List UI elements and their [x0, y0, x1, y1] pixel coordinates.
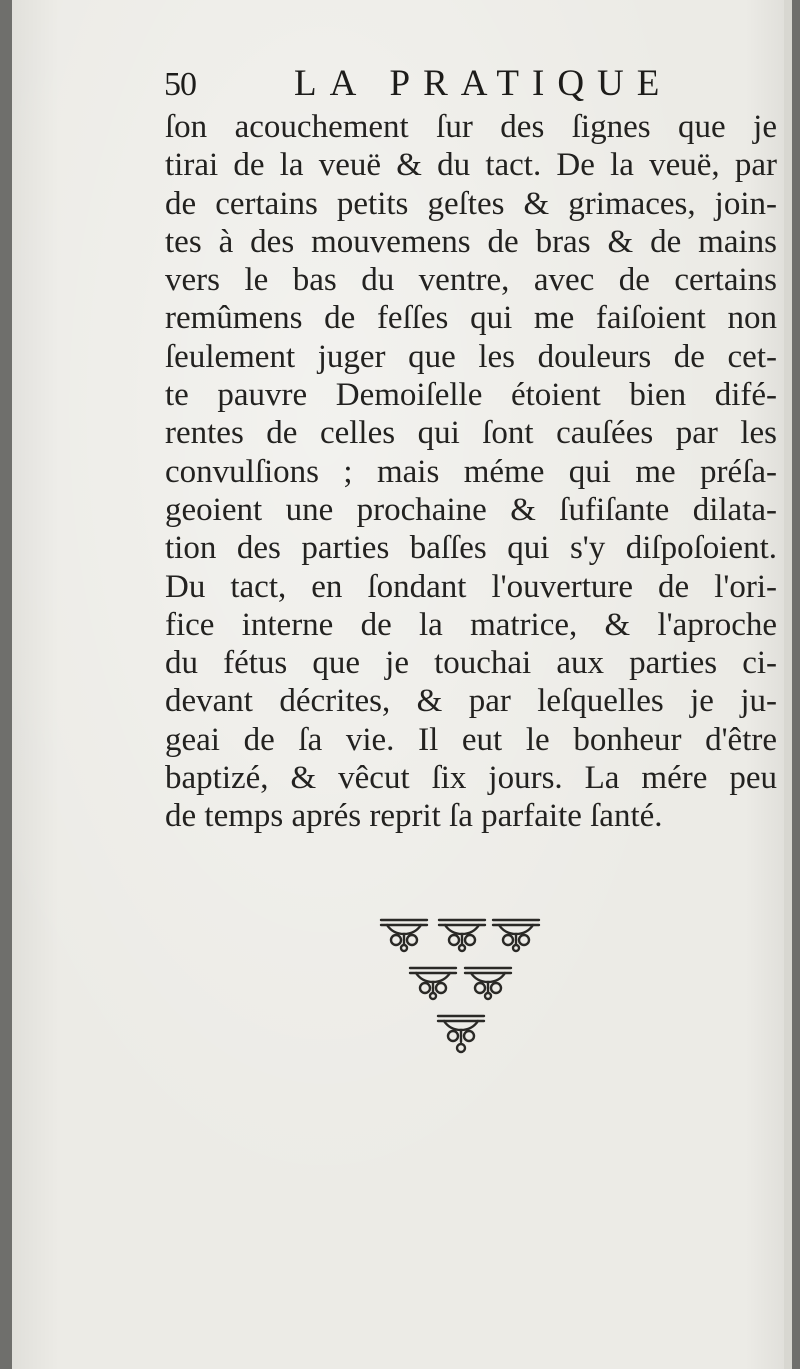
text-line: du fétus que je touchai aux parties ci- — [165, 645, 777, 682]
page-header — [164, 62, 684, 108]
text-line: fice interne de la matrice, & l'aproche — [165, 606, 777, 643]
text-line: ſeulement juger que les douleurs de cet- — [165, 338, 777, 375]
text-line: convulſions ; mais méme qui me préſa- — [165, 453, 777, 490]
text-line: tes à des mouvemens de bras & de mains — [165, 223, 777, 260]
text-line: devant décrites, & par leſquelles je ju- — [165, 683, 777, 720]
text-line: rentes de celles qui ſont cauſées par les — [165, 415, 777, 452]
text-line: baptizé, & vêcut ſix jours. La mére peu — [165, 760, 777, 797]
running-title: LA PRATIQUE — [294, 63, 673, 104]
text-line: geai de ſa vie. Il eut le bonheur d'être — [165, 721, 777, 758]
text-line: remûmens de feſſes qui me faiſoient non — [165, 300, 777, 337]
text-line: ſon acouchement ſur des ſignes que je — [165, 109, 777, 145]
text-line: tirai de la veuë & du tact. De la veuë, par — [165, 147, 777, 184]
page-number: 50 — [164, 66, 196, 103]
body-text — [165, 108, 777, 836]
text-line: tion des parties baſſes qui s'y diſpoſoient. — [165, 530, 777, 567]
text-line: geoient une prochaine & ſufiſante dilata- — [165, 491, 777, 528]
fleuron-triangle-icon — [377, 912, 547, 1062]
page-edge — [784, 0, 792, 1369]
text-line: Du tact, en ſondant l'ouverture de l'ori- — [165, 568, 777, 605]
text-line: vers le bas du ventre, avec de certains — [165, 262, 777, 299]
text-line: de temps aprés reprit ſa parfaite ſanté. — [165, 798, 663, 835]
text-line: de certains petits geſtes & grimaces, join- — [165, 185, 777, 222]
text-line: te pauvre Demoiſelle étoient bien difé- — [165, 377, 777, 414]
book-page — [12, 0, 792, 1369]
